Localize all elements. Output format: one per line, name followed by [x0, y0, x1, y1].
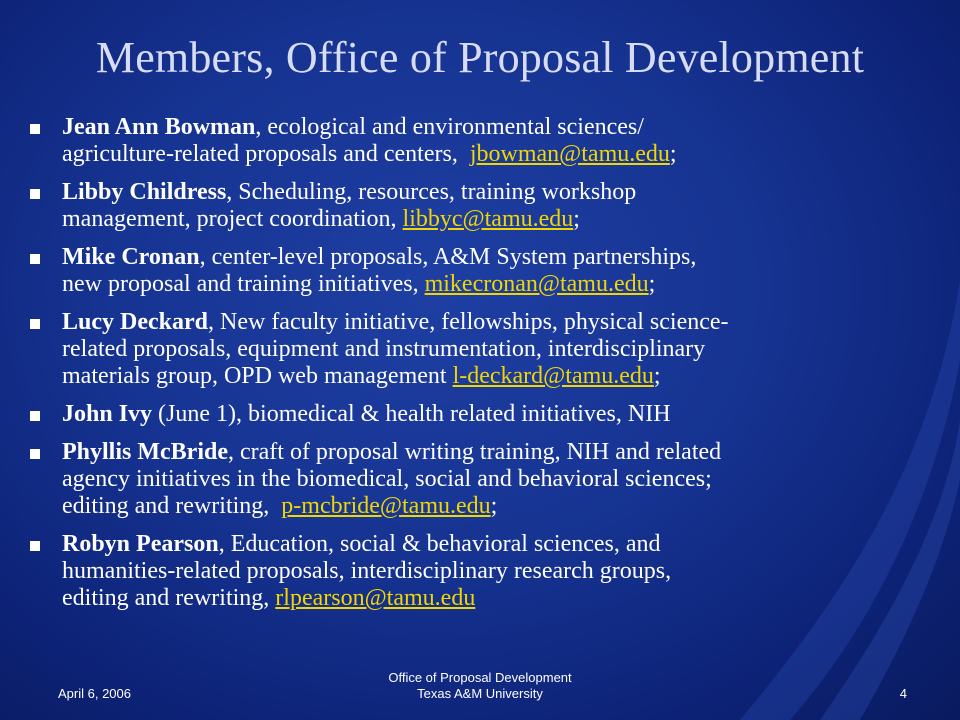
- email-link[interactable]: jbowman@tamu.edu: [469, 141, 670, 167]
- member-description: editing and rewriting,: [62, 585, 276, 611]
- page-number: 4: [899, 686, 907, 701]
- list-item: [26, 244, 926, 298]
- list-item: [26, 439, 926, 520]
- trailing-punctuation: ;: [653, 363, 661, 389]
- trailing-punctuation: ;: [490, 493, 498, 519]
- bullet-icon: [30, 449, 40, 459]
- trailing-punctuation: ;: [669, 141, 677, 167]
- footer-organization: [330, 670, 630, 702]
- email-link[interactable]: p-mcbride@tamu.edu: [281, 493, 491, 519]
- member-description: (June 1), biomedical & health related initiatives, NIH: [152, 401, 671, 427]
- member-description: new proposal and training initiatives,: [62, 271, 425, 297]
- member-name: Robyn Pearson: [62, 531, 219, 557]
- member-description: agriculture-related proposals and centers,: [62, 141, 470, 167]
- member-description: editing and rewriting,: [62, 493, 282, 519]
- member-description: related proposals, equipment and instrumentation, interdisciplinary: [62, 336, 706, 362]
- member-description: , ecological and environmental sciences/: [255, 114, 644, 140]
- member-name: Libby Childress: [62, 179, 227, 205]
- member-description: , craft of proposal writing training, NIH and related: [227, 439, 722, 465]
- member-description: humanities-related proposals, interdisciplinary research groups,: [62, 558, 672, 584]
- member-description: management, project coordination,: [62, 206, 403, 232]
- member-name: Phyllis McBride: [62, 439, 228, 465]
- bullet-icon: [30, 319, 40, 329]
- member-name: John Ivy: [62, 401, 153, 427]
- member-description: materials group, OPD web management: [62, 363, 453, 389]
- slide-title: Members, Office of Proposal Development: [95, 33, 865, 82]
- list-item: [26, 179, 926, 233]
- trailing-punctuation: ;: [648, 271, 656, 297]
- bullet-icon: [30, 189, 40, 199]
- member-name: Mike Cronan: [62, 244, 200, 270]
- footer-date: April 6, 2006: [58, 686, 131, 701]
- email-link[interactable]: l-deckard@tamu.edu: [452, 363, 654, 389]
- bullet-icon: [30, 541, 40, 551]
- email-link[interactable]: mikecronan@tamu.edu: [424, 271, 649, 297]
- member-description: , New faculty initiative, fellowships, physical science-: [208, 309, 729, 335]
- member-list: [26, 114, 926, 623]
- member-description: agency initiatives in the biomedical, social and behavioral sciences;: [62, 466, 712, 492]
- bullet-icon: [30, 254, 40, 264]
- member-description: , Education, social & behavioral sciences, and: [218, 531, 661, 557]
- list-item: [26, 114, 926, 168]
- bullet-icon: [30, 124, 40, 134]
- footer-org-line: Office of Proposal Development: [388, 670, 572, 685]
- trailing-punctuation: ;: [573, 206, 580, 232]
- list-item: [26, 401, 926, 428]
- email-link[interactable]: rlpearson@tamu.edu: [275, 585, 476, 611]
- footer-org-line: Texas A&M University: [417, 686, 543, 701]
- list-item: [26, 531, 926, 612]
- member-description: , Scheduling, resources, training workshop: [226, 179, 637, 205]
- email-link[interactable]: libbyc@tamu.edu: [402, 206, 574, 232]
- bullet-icon: [30, 411, 40, 421]
- list-item: [26, 309, 926, 390]
- member-description: , center-level proposals, A&M System partnerships,: [199, 244, 697, 270]
- member-name: Lucy Deckard: [62, 309, 208, 335]
- member-name: Jean Ann Bowman: [62, 114, 256, 140]
